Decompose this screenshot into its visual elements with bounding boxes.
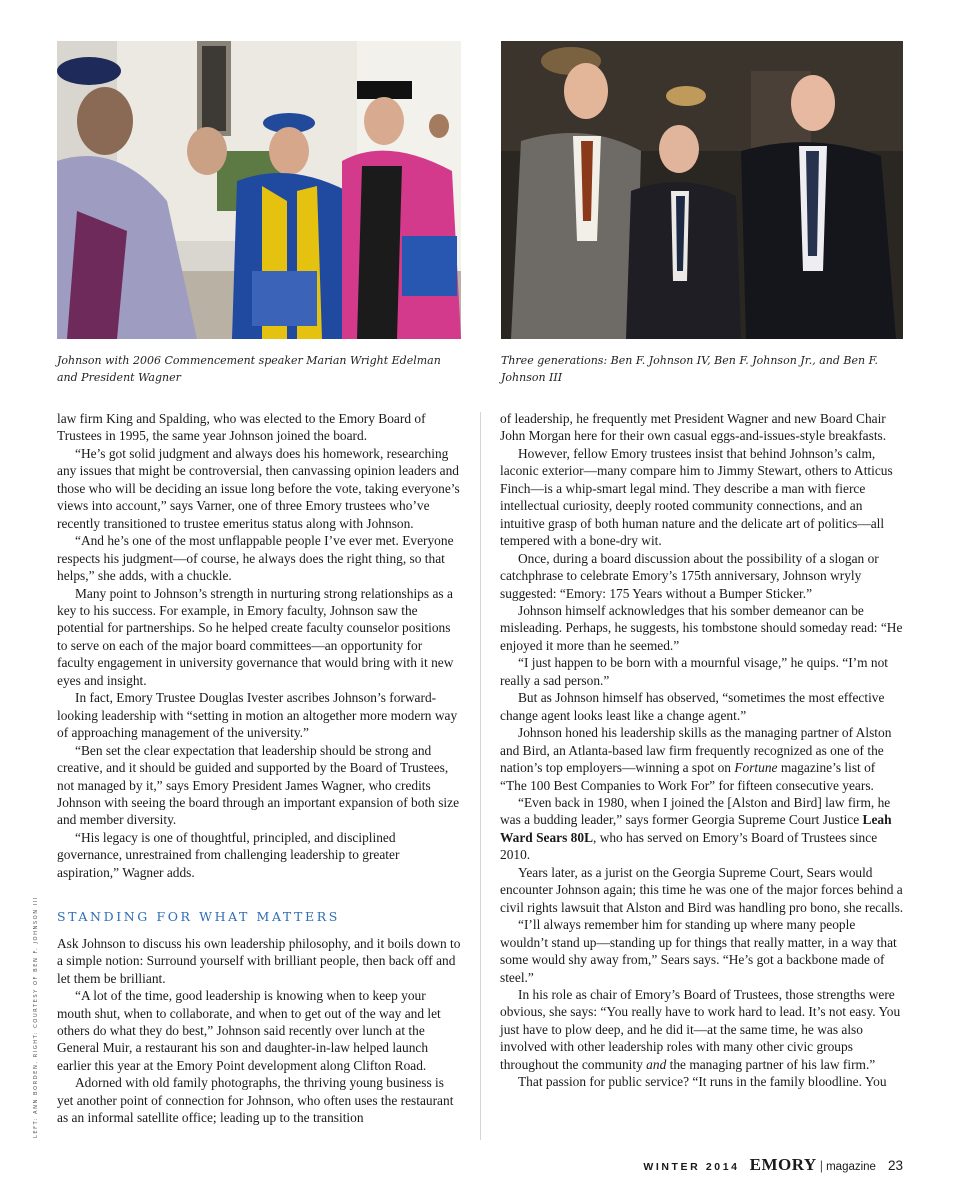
photo-caption-right: Three generations: Ben F. Johnson IV, Ben F. Johnson Jr., and Ben F. Johnson III xyxy=(501,354,879,384)
text-run: the managing partner of his law firm.” xyxy=(666,1056,876,1072)
publication-title: Fortune xyxy=(734,760,778,776)
footer-separator: | xyxy=(819,1158,824,1173)
paragraph: Many point to Johnson’s strength in nurturing strong relationships as a key to his success. For example, in Emory faculty, Johnson saw the potential for partnerships. So he helped create faculty counselor positions to serve on each of the major board committees—an opportunity for faculty engagement in university governance that would bring with it new eyes and insight. xyxy=(57,585,454,688)
paragraph: That passion for public service? “It runs in the family bloodline. You xyxy=(518,1074,887,1090)
text-run: magazine’s list of “The 100 Best Companies to Work For” for fifteen consecutive years. xyxy=(500,760,876,793)
article-column-right xyxy=(500,410,904,1091)
paragraph: But as Johnson himself has observed, “sometimes the most effective change agent looks least like a change agent.” xyxy=(500,690,885,723)
three-generations-photo xyxy=(501,41,903,339)
emphasis: and xyxy=(646,1056,667,1072)
text-run: , who has served on Emory’s Board of Trustees since 2010. xyxy=(500,829,878,863)
paragraph: law firm King and Spalding, who was elected to the Emory Board of Trustees in 1995, the same year Johnson joined the board. xyxy=(57,411,426,444)
commencement-photo xyxy=(57,41,461,339)
paragraph xyxy=(500,794,904,864)
paragraph: Ask Johnson to discuss his own leadership philosophy, and it boils down to a simple notion: Surround yourself with brilliant people, then back off and let them be brilliant. xyxy=(57,935,461,986)
magazine-label: magazine xyxy=(826,1161,876,1173)
paragraph: “And he’s one of the most unflappable people I’ve ever met. Everyone respects his judgment—of course, he always does the right thing, so that helps,” she adds, with a chuckle. xyxy=(57,533,454,584)
alumni-name: Leah Ward Sears 80L xyxy=(500,812,892,845)
paragraph: Adorned with old family photographs, the thriving young business is yet another point of connection for Johnson, who often uses the restaurant as an informal satellite office; leading up to the transition xyxy=(57,1075,454,1126)
text-run: “Even back in 1980, when I joined the [Alston and Bird] law firm, he was a budding leader,” says former Georgia Supreme Court Justice xyxy=(500,794,891,828)
paragraph: In fact, Emory Trustee Douglas Ivester ascribes Johnson’s forward-looking leadership with “setting in motion an altogether more modern way of approaching management of the university.” xyxy=(57,690,458,741)
paragraph: Once, during a board discussion about the possibility of a slogan or catchphrase to celebrate Emory’s 175th anniversary, Johnson wryly suggested: “Emory: 175 Years without a Bumper Sticker.” xyxy=(500,550,879,601)
paragraph xyxy=(500,986,904,1073)
issue-label: WINTER 2014 xyxy=(643,1161,740,1173)
paragraph: Years later, as a jurist on the Georgia Supreme Court, Sears would encounter Johnson again; this time he was one of the major forces behind a civil rights lawsuit that Alston and Bird was handling pro bono, she recalls. xyxy=(500,864,904,915)
photo-caption-left: Johnson with 2006 Commencement speaker Marian Wright Edelman and President Wagner xyxy=(57,354,441,384)
paragraph: “I’ll always remember him for standing up where many people wouldn’t stand up—standing up for things that really matter, in a way that some would shy away from,” Sears says. “He’s got a backbone made of steel.” xyxy=(500,917,897,985)
paragraph: “His legacy is one of thoughtful, principled, and disciplined governance, unrestrained from challenging leadership to greater aspiration,” Wagner adds. xyxy=(57,829,400,880)
text-run: Johnson honed his leadership skills as the managing partner of Alston and Bird, an Atlanta-based law firm frequently recognized as one of the nation’s top employers—winning a spot on xyxy=(500,725,892,776)
paragraph: “A lot of the time, good leadership is knowing when to keep your mouth shut, when to collaborate, and when to get out of the way and let others do what they do best,” Johnson said recently over lunch at the General Muir, a restaurant his son and daughter-in-law helped launch earlier this year at the Emory Point development along Clifton Road. xyxy=(57,988,441,1073)
paragraph: “I just happen to be born with a mournful visage,” he quips. “I’m not really a sad person.” xyxy=(500,655,889,688)
paragraph xyxy=(500,724,904,794)
page-footer xyxy=(643,1155,903,1175)
page-number: 23 xyxy=(887,1158,903,1173)
paragraph: “He’s got solid judgment and always does his homework, researching any issues that might be controversial, then canvassing opinion leaders and those who will be deciding an issue long before the vote, taking everyone’s views into account,” says Varner, one of three Emory trustees who’ve recently transitioned to trustee emeritus status along with Johnson. xyxy=(57,445,460,531)
paragraph: However, fellow Emory trustees insist that behind Johnson’s calm, laconic exterior—many compare him to Jimmy Stewart, others to Atticus Finch—is a whip-smart legal mind. They describe a man with fierce intellectual curiosity, deeply rooted community connections, and an intuitive grasp of both human nature and the delicate art of politics—all tempered with a bone-dry wit. xyxy=(500,445,893,549)
text-run: In his role as chair of Emory’s Board of Trustees, those strengths were obvious, she says: “You really have to work hard to lead. It’s not easy. You just have to plow deep, and he did it—at the same time, he was also involved with other leadership roles with many other civic groups throughout the community xyxy=(500,986,901,1072)
paragraph: of leadership, he frequently met President Wagner and new Board Chair John Morgan here for their own casual eggs-and-issues-style breakfasts. xyxy=(500,411,887,444)
column-divider xyxy=(480,412,481,1140)
section-heading: STANDING FOR WHAT MATTERS xyxy=(57,909,340,925)
photo-credit: LEFT: ANN BORDEN. RIGHT: COURTESY OF BEN F. JOHNSON III xyxy=(33,896,39,1138)
article-column-left xyxy=(57,410,461,1127)
paragraph: Johnson himself acknowledges that his somber demeanor can be misleading. Perhaps, he suggests, his tombstone should someday read: “He enjoyed it more than he seemed.” xyxy=(500,602,903,653)
paragraph: “Ben set the clear expectation that leadership should be strong and creative, and it should be guided and supported by the Board of Trustees, not managed by it,” says Emory President James Wagner, who credits Johnson with seeing the board through an important expansion of both size and member diversity. xyxy=(57,742,460,828)
emory-logo: EMORY xyxy=(749,1155,817,1174)
